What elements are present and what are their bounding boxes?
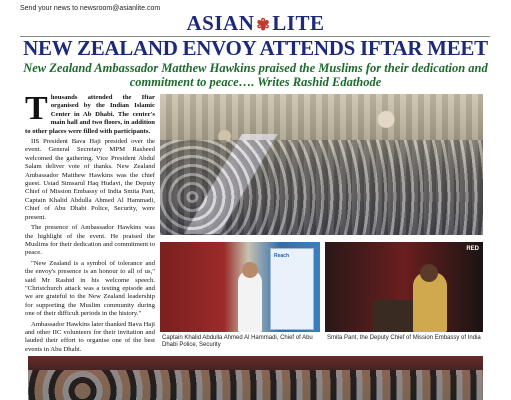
article-paragraph: "New Zealand is a symbol of tolerance and the envoy's presence is an honour to all of us," said Mr Rashid in his welcome speech. "Christchurch attack was a testing episode and we are grateful to the New Zealand leadership for supporting the Muslim community during one of their difficult periods in the history." xyxy=(25,259,155,318)
deputy-chief-photo xyxy=(325,242,483,332)
photo-logo: RED xyxy=(466,246,479,252)
photo-person-head xyxy=(420,264,438,282)
article-paragraph: Ambassador Hawkins later thanked Bava Haji and other IIC volunteers for their invitation and lauded their effort to organise one of the best events in Abu Dhabi. xyxy=(25,320,155,353)
photo-person xyxy=(238,270,262,332)
group-photo xyxy=(28,356,483,400)
article-standfirst: New Zealand Ambassador Matthew Hawkins praised the Muslims for their dedication and commitment to peace…. Writes Rashid Edathode xyxy=(23,61,488,89)
masthead-right: LITE xyxy=(272,11,325,35)
photo-crowd xyxy=(160,140,483,235)
article-paragraph: IIS President Bava Haji presided over the event. General Secretary MPM Rasheed welcomed the gathering. Vice President Abdul Salam deliver vote of thanks. New Zealand Ambassador Matthew Hawkins was the chief guest. Ustad Simsarul Haq Hudavi, the Deputy Chief of Mission Embassy of India Smita Pant, Captain Khalid Abdulla Ahmed Al Hammadi, Chief of Abu Dhabi Police, Security, were present. xyxy=(25,138,155,221)
article-lead xyxy=(25,90,155,136)
lead-text: housands attended the Iftar organised by the Indian Islamic Center in Ab Dhabi. The center's main hall and two floors, in addition to other places were filled with participants. xyxy=(25,94,155,135)
banner-text: Reach xyxy=(274,253,290,259)
masthead-emblem-icon: ✾ xyxy=(256,17,271,34)
article-body xyxy=(25,90,156,356)
article-paragraph: The presence of Ambassador Hawkins was the highlight of the event. He praised the Muslims for their dedication and commitment to peace. xyxy=(25,224,156,257)
masthead-logo xyxy=(0,11,511,36)
masthead-left: ASIAN xyxy=(186,11,255,35)
article-headline: NEW ZEALAND ENVOY ATTENDS IFTAR MEET xyxy=(23,36,488,60)
photo-person-head xyxy=(242,262,258,278)
photo-group-faces xyxy=(28,370,483,400)
drop-cap: T xyxy=(25,90,48,127)
photo-banner xyxy=(270,248,314,330)
photo-podium xyxy=(373,300,413,332)
photo-caption-right: Smita Pant, the Deputy Chief of Mission Embassy of India xyxy=(327,335,481,341)
photo-caption-left: Captain Khalid Abdulla Ahmed Al Hammadi, Chief of Abu Dhabi Police, Security xyxy=(162,335,313,348)
police-chief-photo xyxy=(160,242,320,332)
contact-line: Send your news to newsroom@asianlite.com xyxy=(20,5,161,12)
iftar-hall-photo xyxy=(160,94,483,235)
